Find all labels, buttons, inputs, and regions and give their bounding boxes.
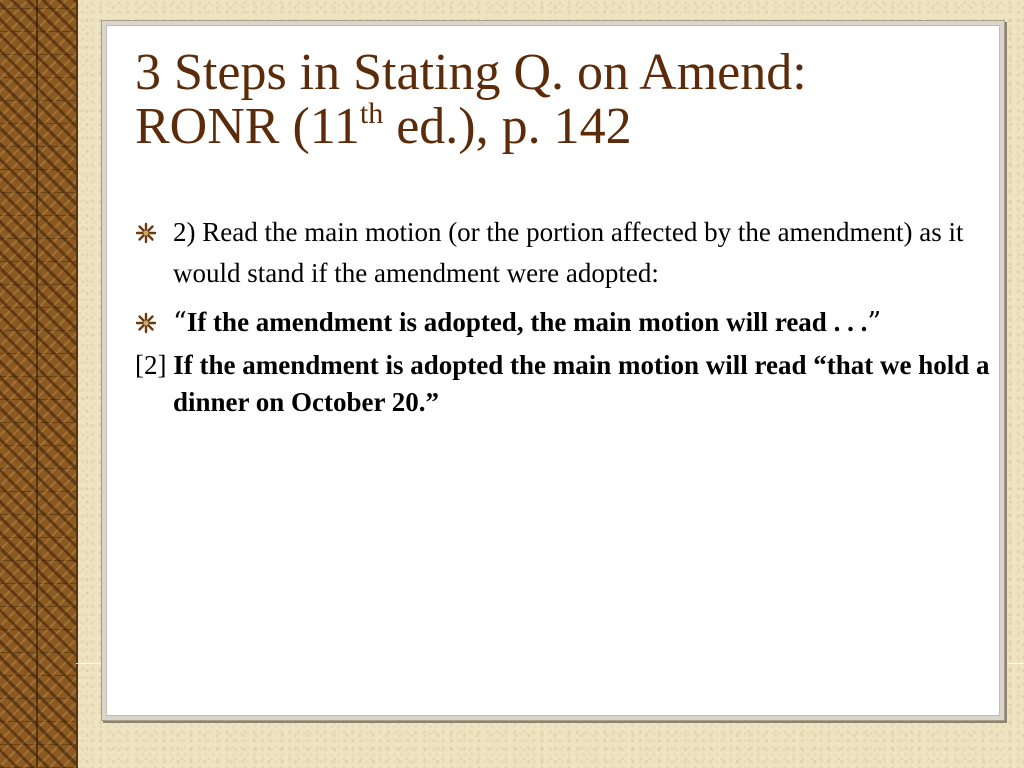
asterisk-star-icon: [135, 222, 157, 244]
decorative-woven-strip: [0, 0, 78, 768]
title-line-1: 3 Steps in Stating Q. on Amend:: [135, 44, 807, 101]
bullet-text: 2) Read the main motion (or the portion affected by the amendment) as it would stand if the amendment were adopted:: [173, 217, 964, 288]
open-quote: “: [173, 307, 187, 338]
slide-title: [135, 46, 995, 154]
bullet-list: [135, 212, 995, 421]
close-quote: ”: [867, 307, 882, 338]
title-line-2-prefix: RONR (11: [135, 98, 360, 156]
title-superscript: th: [359, 97, 384, 131]
bullet-item-quoted-form: [135, 302, 995, 343]
example-bold-text: If the amendment is adopted the main motion will read “that we hold a dinner on October 20.”: [173, 350, 990, 417]
example-item: [135, 347, 995, 421]
slide-content-area: [106, 25, 1000, 716]
bullet-item-read-main-motion: [135, 212, 995, 294]
slide-frame: [101, 20, 1005, 721]
asterisk-star-icon: [135, 312, 157, 334]
bullet-bold-text: If the amendment is adopted, the main motion will read . . .: [186, 307, 868, 337]
title-line-2-suffix: ed.), p. 142: [383, 98, 632, 156]
example-prefix: [2]: [135, 350, 174, 380]
